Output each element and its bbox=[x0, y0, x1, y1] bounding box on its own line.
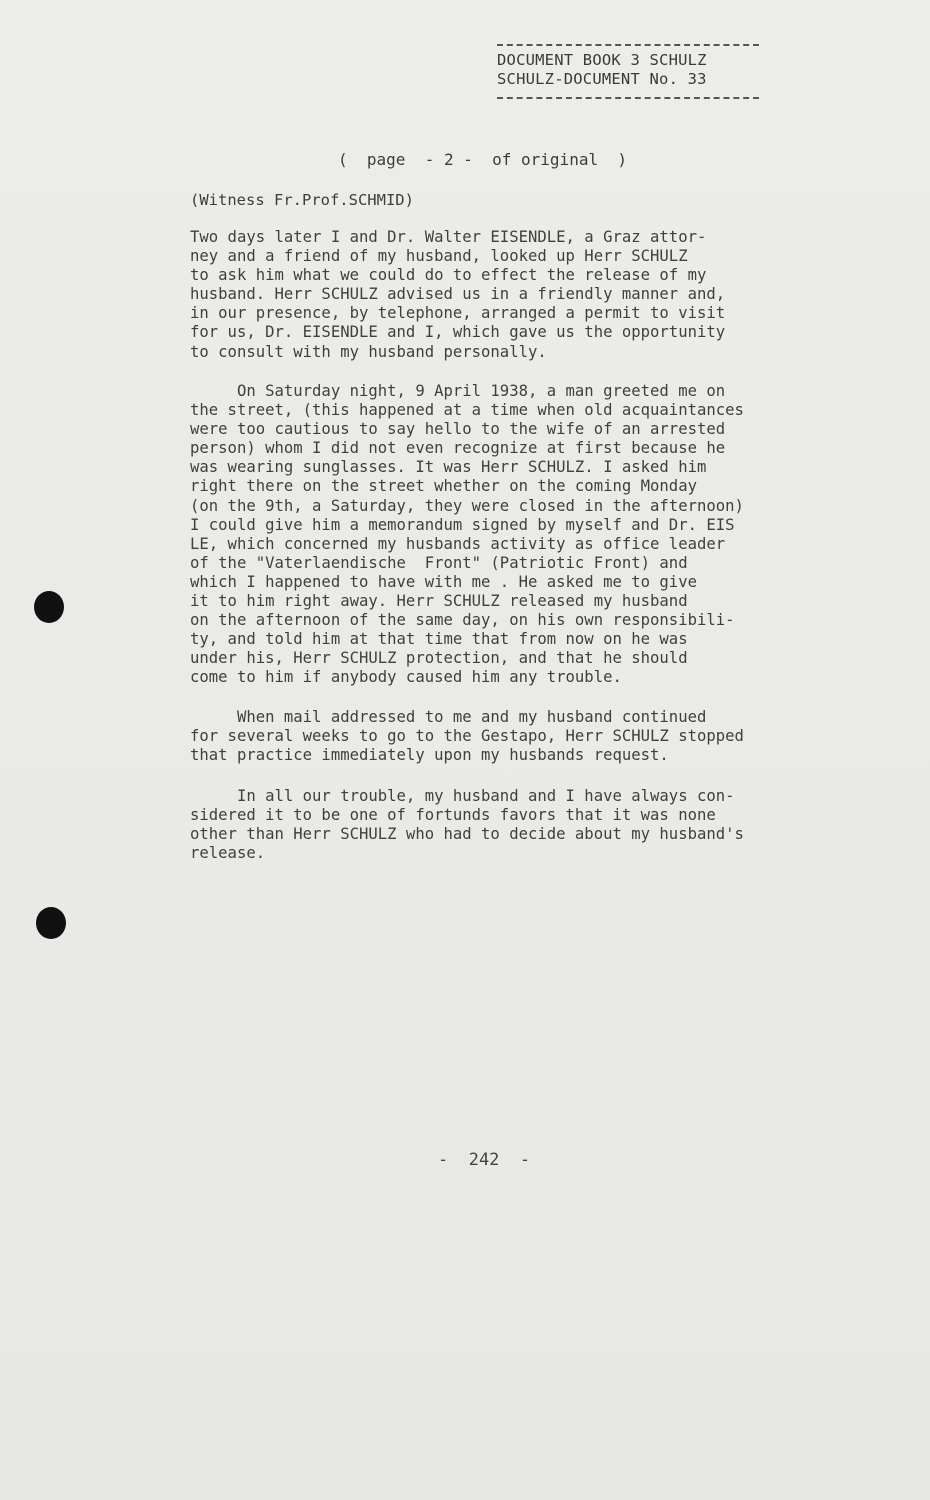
document-book-label: DOCUMENT BOOK 3 SCHULZ bbox=[497, 51, 707, 69]
paragraph-2: On Saturday night, 9 April 1938, a man greeted me on the street, (this happened at a time when old acquaintances were too cautious to say hello to the wife of an arrested person) whom I did not even recognize at first because he was wearing sunglasses. It was Herr SCHULZ. I asked him right there on the street whether on the coming Monday (on the 9th, a Saturday, they were closed in the afternoon) I could give him a memorandum signed by myself and Dr. EIS LE, which concerned my husbands activity as office leader of the "Vaterlaendische Front" (Patriotic Front) and which I happened to have with me . He asked me to give it to him right away. Herr SCHULZ released my husband on the afternoon of the same day, on his own responsibili- ty, and told him at that time that from now on he was under his, Herr SCHULZ protection, and that he should come to him if anybody caused him any trouble. bbox=[190, 382, 744, 687]
paragraph-1: Two days later I and Dr. Walter EISENDLE, a Graz attor- ney and a friend of my husband, looked up Herr SCHULZ to ask him what we could do to effect the release of my husband. Herr SCHULZ advised us in a friendly manner and, in our presence, by telephone, arranged a permit to visit for us, Dr. EISENDLE and I, which gave us the opportunity to consult with my husband personally. bbox=[190, 228, 726, 361]
document-number-label: SCHULZ-DOCUMENT No. 33 bbox=[497, 70, 707, 88]
paragraph-4: In all our trouble, my husband and I have always con- sidered it to be one of fortunds favors that it was none other than Herr SCHULZ who had to decide about my husband's release. bbox=[190, 787, 744, 863]
page-reference: ( page - 2 - of original ) bbox=[338, 150, 627, 169]
header-bottom-rule bbox=[497, 97, 759, 99]
page-number: - 242 - bbox=[438, 1150, 531, 1170]
punch-hole-icon bbox=[36, 907, 66, 939]
header-top-rule bbox=[497, 44, 759, 46]
document-header bbox=[497, 44, 759, 99]
punch-hole-icon bbox=[34, 591, 64, 623]
witness-line: (Witness Fr.Prof.SCHMID) bbox=[190, 191, 414, 209]
paragraph-3: When mail addressed to me and my husband continued for several weeks to go to the Gestapo, Herr SCHULZ stopped that practice immediately upon my husbands request. bbox=[190, 708, 744, 765]
